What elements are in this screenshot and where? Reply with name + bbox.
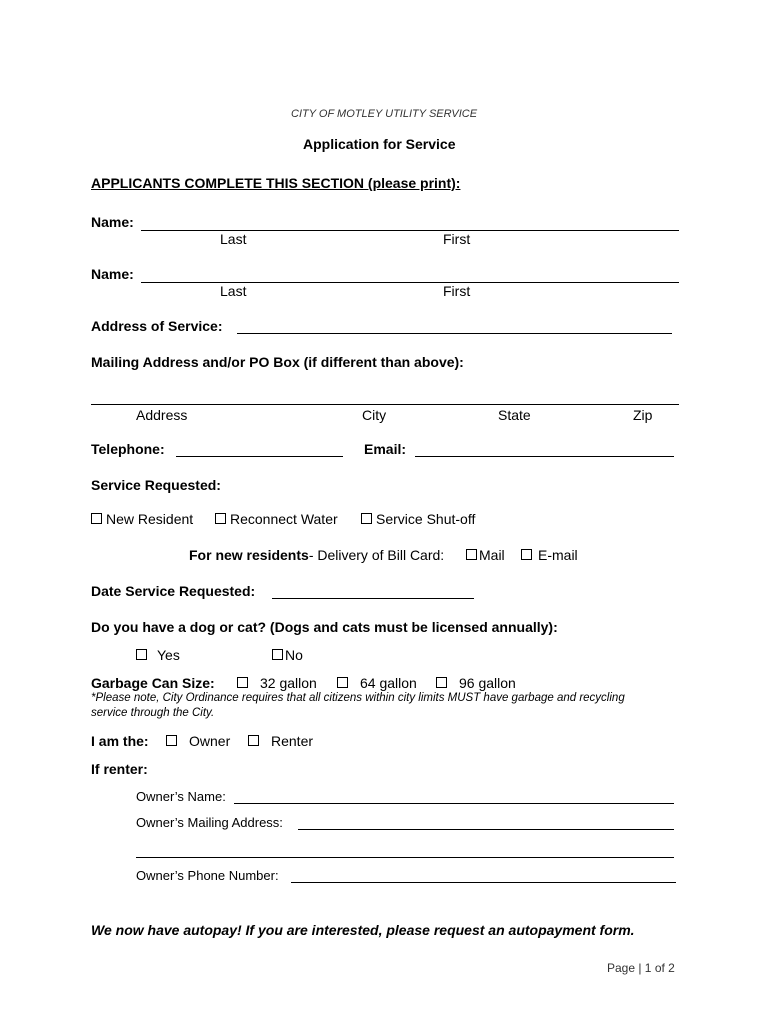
checkbox-icon[interactable] [361, 513, 372, 524]
if-renter-label: If renter: [91, 761, 148, 777]
checkbox-icon[interactable] [136, 649, 147, 660]
mailing-label: Mailing Address and/or PO Box (if different than above): [91, 354, 464, 370]
date-requested-label: Date Service Requested: [91, 583, 256, 599]
bill-option-mail[interactable]: Mail [466, 547, 505, 563]
last-caption-1: Last [220, 231, 247, 247]
checkbox-icon[interactable] [436, 677, 447, 688]
bill-option-email[interactable]: E-mail [521, 547, 578, 563]
service-option-new-resident[interactable]: New Resident [91, 511, 193, 527]
checkbox-icon[interactable] [521, 549, 532, 560]
addr-col-city: City [362, 407, 387, 423]
garbage-note-1: *Please note, City Ordinance requires that all citizens within city limits MUST have garbage and recycling [91, 692, 625, 704]
page-header: CITY OF MOTLEY UTILITY SERVICE [291, 108, 478, 120]
name-field-2[interactable] [141, 267, 679, 283]
checkbox-icon[interactable] [337, 677, 348, 688]
owner-mailing-label: Owner’s Mailing Address: [136, 815, 283, 830]
checkbox-icon[interactable] [272, 649, 283, 660]
service-requested-label: Service Requested: [91, 477, 221, 493]
garbage-option-32[interactable]: 32 gallon [237, 675, 317, 691]
garbage-note-2: service through the City. [91, 707, 215, 719]
iam-label: I am the: [91, 733, 149, 749]
addr-col-zip: Zip [633, 407, 653, 423]
name-label-1: Name: [91, 214, 134, 230]
pet-option-yes[interactable]: Yes [136, 647, 180, 663]
autopay-notice: We now have autopay! If you are interested, please request an autopayment form. [91, 922, 635, 938]
new-residents-line: For new residents- Delivery of Bill Card: [189, 547, 445, 563]
mailing-field[interactable] [91, 390, 679, 405]
garbage-option-96[interactable]: 96 gallon [436, 675, 516, 691]
first-caption-2: First [443, 283, 471, 299]
checkbox-icon[interactable] [248, 735, 259, 746]
name-label-2: Name: [91, 266, 134, 282]
addr-col-state: State [498, 407, 531, 423]
pet-option-no[interactable]: No [272, 647, 303, 663]
owner-mailing-field[interactable] [298, 815, 674, 830]
owner-name-label: Owner’s Name: [136, 789, 226, 804]
garbage-option-64[interactable]: 64 gallon [337, 675, 417, 691]
checkbox-icon[interactable] [237, 677, 248, 688]
checkbox-icon[interactable] [215, 513, 226, 524]
date-requested-field[interactable] [272, 583, 474, 599]
address-service-label: Address of Service: [91, 318, 223, 334]
email-label: Email: [364, 441, 407, 457]
page-footer: Page | 1 of 2 [607, 961, 675, 975]
checkbox-icon[interactable] [91, 513, 102, 524]
service-option-shutoff[interactable]: Service Shut-off [361, 511, 475, 527]
iam-option-renter[interactable]: Renter [248, 733, 313, 749]
name-field-1[interactable] [141, 215, 679, 231]
page-title: Application for Service [303, 136, 456, 152]
addr-col-address: Address [136, 407, 188, 423]
owner-mailing-field-2[interactable] [136, 843, 674, 858]
garbage-label: Garbage Can Size: [91, 675, 215, 691]
address-service-field[interactable] [237, 318, 672, 334]
telephone-field[interactable] [176, 441, 343, 457]
checkbox-icon[interactable] [166, 735, 177, 746]
service-option-reconnect[interactable]: Reconnect Water [215, 511, 338, 527]
first-caption-1: First [443, 231, 471, 247]
section-heading: APPLICANTS COMPLETE THIS SECTION (please print): [91, 175, 461, 191]
owner-phone-label: Owner’s Phone Number: [136, 868, 279, 883]
iam-option-owner[interactable]: Owner [166, 733, 230, 749]
owner-name-field[interactable] [234, 789, 674, 804]
pet-question: Do you have a dog or cat? (Dogs and cats must be licensed annually): [91, 619, 558, 635]
telephone-label: Telephone: [91, 441, 165, 457]
last-caption-2: Last [220, 283, 247, 299]
owner-phone-field[interactable] [291, 868, 676, 883]
checkbox-icon[interactable] [466, 549, 477, 560]
email-field[interactable] [415, 441, 674, 457]
